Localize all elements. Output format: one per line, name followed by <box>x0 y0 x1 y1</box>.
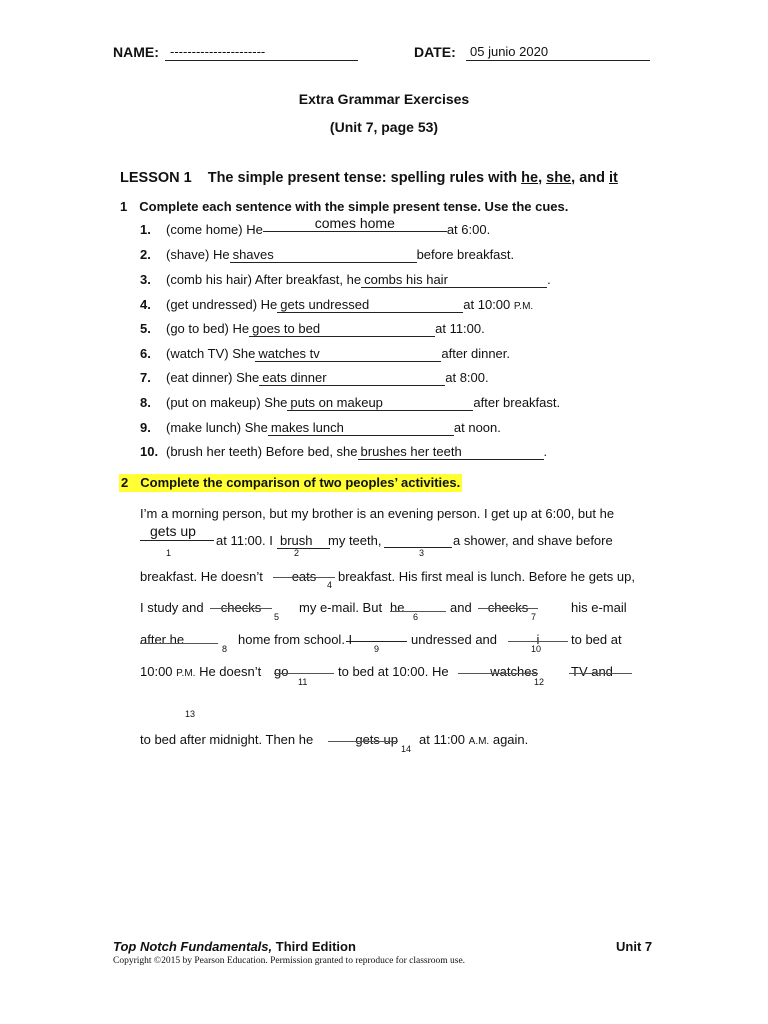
exercise1-number: 1 <box>120 199 128 214</box>
exercise1-item <box>140 321 485 337</box>
pm-label: P.M. <box>176 668 196 679</box>
paragraph-text: He doesn’t <box>199 664 262 679</box>
exercise1-heading <box>120 199 568 214</box>
item-suffix: at 10:00 <box>463 297 511 312</box>
lesson-he: he <box>521 170 539 186</box>
item-prompt: (get undressed) He <box>166 297 278 312</box>
answer-field[interactable]: puts on makeup <box>287 395 473 411</box>
exercise1-item <box>140 395 560 411</box>
answer-field-1[interactable]: gets up <box>140 523 214 541</box>
exercise1-item <box>140 346 510 362</box>
book-edition: Third Edition <box>272 939 356 954</box>
item-suffix: at 8:00. <box>445 370 489 385</box>
lesson-heading <box>120 170 618 186</box>
strike-line <box>458 673 538 674</box>
item-number: 8. <box>140 395 151 410</box>
lesson-it: it <box>609 170 618 186</box>
answer-field-9[interactable] <box>346 641 407 642</box>
paragraph-text: his e-mail <box>571 600 627 615</box>
strike-line <box>478 608 538 609</box>
name-label: NAME: <box>113 44 159 60</box>
am-label: A.M. <box>468 736 490 747</box>
answer-field[interactable]: gets undressed <box>277 297 463 313</box>
blank-number: 12 <box>534 677 545 687</box>
lesson-she: she <box>546 170 572 186</box>
answer-field[interactable]: eats dinner <box>259 370 445 386</box>
page-subtitle: (Unit 7, page 53) <box>329 119 439 135</box>
strike-line <box>569 673 632 674</box>
answer-field[interactable]: shaves <box>230 247 417 263</box>
paragraph-text: my e-mail. But <box>299 600 383 615</box>
answer-field[interactable]: goes to bed <box>249 321 435 337</box>
exercise1-item <box>140 370 489 386</box>
strike-line <box>273 577 335 578</box>
blank-number: 14 <box>401 744 412 754</box>
item-prompt: (shave) He <box>166 247 230 262</box>
item-number: 1. <box>140 222 151 237</box>
exercise2-instruction: Complete the comparison of two peoples’ activities. <box>140 475 461 490</box>
blank-number: 10 <box>531 644 542 654</box>
paragraph-text: to bed at <box>571 632 622 647</box>
item-suffix: before breakfast. <box>416 247 515 262</box>
exercise1-instruction: Complete each sentence with the simple present tense. Use the cues. <box>139 199 569 214</box>
lesson-number: LESSON 1 <box>120 170 192 186</box>
item-prompt: (come home) He <box>166 222 263 237</box>
blank-number: 4 <box>327 580 333 590</box>
item-number: 5. <box>140 321 151 336</box>
item-number: 3. <box>140 272 151 287</box>
item-prompt: (watch TV) She <box>166 346 256 361</box>
item-suffix: after dinner. <box>441 346 511 361</box>
item-suffix: . <box>543 444 548 459</box>
item-number: 2. <box>140 247 151 262</box>
exercise1-item <box>140 297 533 313</box>
blank-number: 13 <box>185 709 196 719</box>
answer-field[interactable]: watches tv <box>255 346 441 362</box>
pm-label: P.M. <box>513 301 534 312</box>
lesson-and: , and <box>571 170 610 186</box>
item-suffix: at 11:00. <box>435 321 485 336</box>
paragraph-text: home from school. I <box>238 632 353 647</box>
blank-number: 9 <box>374 644 380 654</box>
answer-field[interactable]: comes home <box>263 216 447 232</box>
answer-field-5[interactable]: checks <box>220 600 262 615</box>
exercise1-item <box>140 444 547 460</box>
blank-number: 3 <box>419 548 425 558</box>
exercise1-item <box>140 247 514 263</box>
blank-number: 6 <box>413 612 419 622</box>
answer-field-3[interactable] <box>384 547 452 548</box>
answer-field-11[interactable]: go <box>274 664 289 679</box>
exercise1-item <box>140 215 491 238</box>
answer-field-2[interactable]: brush <box>277 533 330 549</box>
strike-line <box>274 673 334 674</box>
paragraph-text: a shower, and shave before <box>453 533 613 548</box>
paragraph-text: and <box>450 600 472 615</box>
item-suffix: after breakfast. <box>473 395 561 410</box>
strike-line <box>328 741 398 742</box>
paragraph-text: breakfast. His first meal is lunch. Before he gets up, <box>338 569 635 584</box>
answer-field-8[interactable]: after he <box>140 632 185 647</box>
answer-field-12[interactable]: watches <box>490 664 538 679</box>
paragraph-line: I’m a morning person, but my brother is an evening person. I get up at 6:00, but he <box>140 506 615 521</box>
strike-line <box>210 608 272 609</box>
item-prompt: (make lunch) She <box>166 420 268 435</box>
book-name: Top Notch Fundamentals, <box>113 939 273 954</box>
footer-copyright: Copyright ©2015 by Pearson Education. Permission granted to reproduce for classroom use. <box>113 956 466 966</box>
item-number: 7. <box>140 370 151 385</box>
lesson-comma: , <box>538 170 547 186</box>
blank-number: 11 <box>298 677 308 687</box>
paragraph-text: I study and <box>140 600 204 615</box>
answer-field-13[interactable]: TV and <box>571 664 613 679</box>
item-prompt: (put on makeup) She <box>166 395 288 410</box>
exercise2-number: 2 <box>121 475 129 490</box>
paragraph-text: to bed after midnight. Then he <box>140 732 314 747</box>
paragraph-text <box>419 732 528 747</box>
paragraph-text: undressed and <box>411 632 498 647</box>
item-suffix: at noon. <box>453 420 501 435</box>
item-suffix: at 6:00. <box>446 222 491 237</box>
paragraph-text <box>140 664 261 679</box>
blank-number: 5 <box>274 612 280 622</box>
item-prompt: (eat dinner) She <box>166 370 260 385</box>
exercise1-item <box>140 272 551 288</box>
item-number: 6. <box>140 346 151 361</box>
answer-field-4[interactable]: eats <box>291 569 317 584</box>
answer-field-6[interactable]: he <box>390 600 405 615</box>
blank-number: 7 <box>531 612 537 622</box>
paragraph-text: my teeth, <box>328 533 382 548</box>
paragraph-text: to bed at 10:00. He <box>338 664 449 679</box>
blank-number: 1 <box>166 548 172 558</box>
item-prompt: (brush her teeth) Before bed, she <box>166 444 358 459</box>
item-suffix: . <box>547 272 551 287</box>
time-1100: at 11:00 <box>419 732 466 747</box>
answer-field[interactable]: combs his hair <box>361 272 547 288</box>
answer-field[interactable]: brushes her teeth <box>358 444 544 460</box>
date-label: DATE: <box>414 44 456 60</box>
paragraph-text: breakfast. He doesn’t <box>140 569 263 584</box>
page-title: Extra Grammar Exercises <box>298 91 470 107</box>
item-prompt: (go to bed) He <box>166 321 250 336</box>
strike-line <box>140 643 218 644</box>
date-field[interactable]: 05 junio 2020 <box>466 44 650 61</box>
item-prompt: (comb his hair) After breakfast, he <box>166 272 362 287</box>
lesson-title: The simple present tense: spelling rules with <box>207 170 522 186</box>
item-number: 10. <box>140 444 159 459</box>
blank-number: 8 <box>222 644 228 654</box>
paragraph-text: at 11:00. I <box>216 533 273 548</box>
blank-number: 2 <box>294 548 300 558</box>
strike-line <box>508 641 568 642</box>
footer-unit: Unit 7 <box>616 939 653 954</box>
exercise2-heading <box>119 474 462 492</box>
paragraph-text: again. <box>492 732 529 747</box>
footer-book-title <box>113 939 356 954</box>
answer-field-14[interactable]: gets up <box>355 732 398 747</box>
exercise1-item <box>140 420 501 436</box>
answer-field[interactable]: makes lunch <box>268 420 454 436</box>
time-1000: 10:00 <box>140 664 173 679</box>
item-number: 4. <box>140 297 151 312</box>
name-field[interactable]: ---------------------- <box>165 44 358 61</box>
item-number: 9. <box>140 420 151 435</box>
answer-field-7[interactable]: checks <box>487 600 529 615</box>
answer-field-10[interactable]: i <box>536 632 540 647</box>
